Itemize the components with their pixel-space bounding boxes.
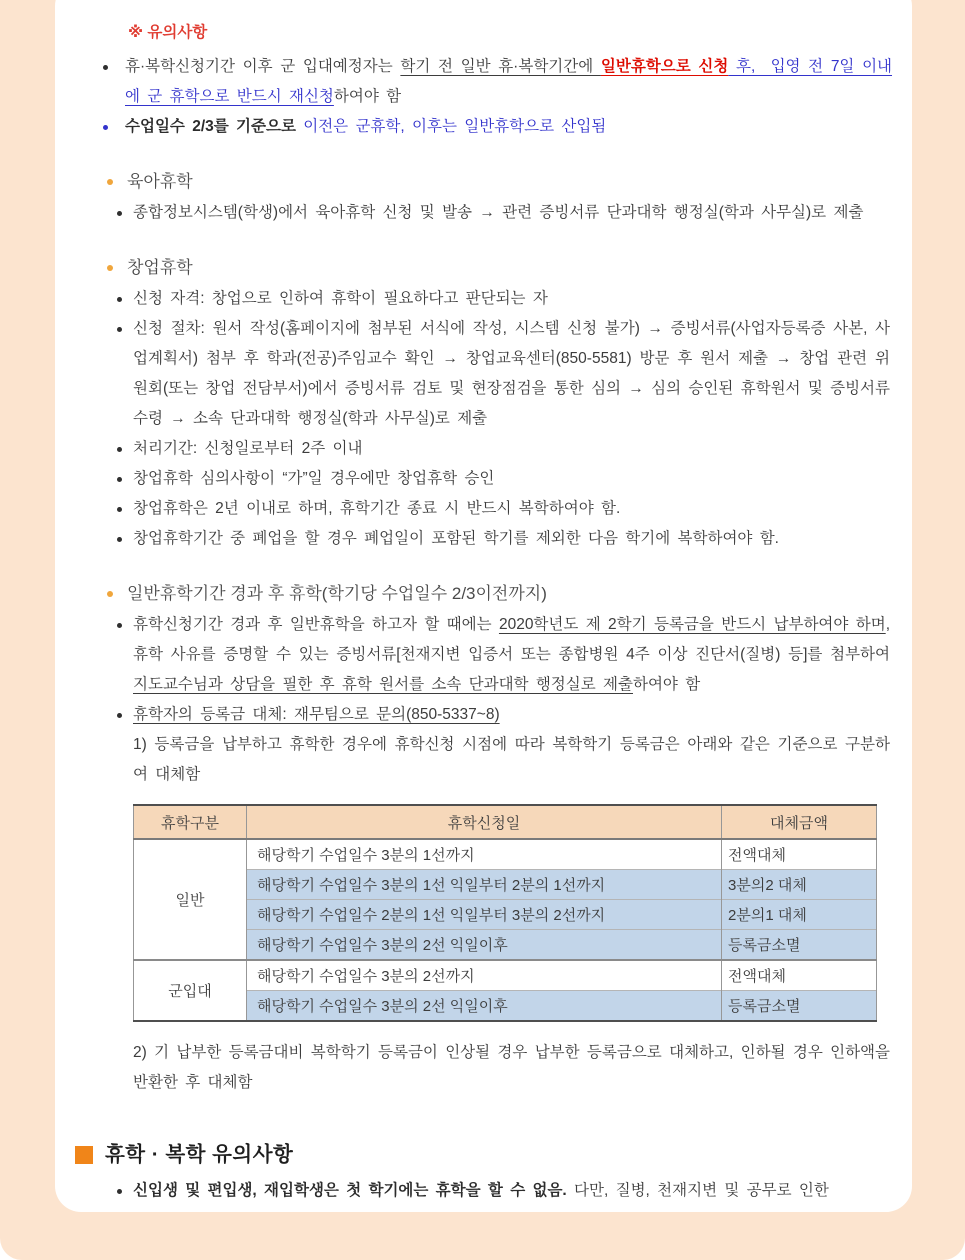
section-title [105, 578, 900, 610]
bullet-dot-icon [117, 537, 122, 542]
section-item-list [55, 284, 900, 554]
bullet-item [55, 524, 900, 554]
section-item-list [55, 610, 900, 730]
text-segment: 일반휴학으로 신청 [600, 58, 729, 75]
text-segment: 휴·복학신청기간 이후 군 입대예정자는 [125, 58, 401, 75]
content-card [55, 0, 912, 1212]
note-after-table: 2) 기 납부한 등록금대비 복학학기 등록금이 인상될 경우 납부한 등록금으로 대체하고, 인하될 경우 인하액을 반환한 후 대체함 [133, 1044, 890, 1091]
text-segment: 하여야 함 [632, 676, 701, 693]
table-header-cell: 휴학신청일 [247, 805, 722, 839]
application-date-cell: 해당학기 수업일수 3분의 2선 익일이후 [247, 991, 722, 1022]
footer-list [55, 1176, 900, 1206]
text-segment: 창업휴학기간 중 폐업을 할 경우 폐업일이 포함된 학기를 제외한 다음 학기에 복학하여야 함. [133, 530, 779, 547]
bullet-item [55, 494, 900, 524]
bullet-item [55, 112, 900, 142]
text-segment: 휴학신청기간 경과 후 일반휴학을 하고자 할 때에는 [133, 616, 499, 633]
notice-title: ※ 유의사항 [128, 24, 208, 41]
text-segment: 지도교수님과 상담을 필한 후 휴학 원서를 소속 단과대학 행정실로 제출 [133, 676, 633, 693]
bullet-dot-icon [103, 65, 108, 70]
table-row [134, 839, 877, 870]
text-segment: 2020학년도 제 2학기 등록금을 반드시 납부하여야 하며 [498, 616, 886, 633]
bullet-item [55, 434, 900, 464]
orange-bullet-icon [107, 265, 113, 271]
application-date-cell: 해당학기 수업일수 3분의 2선까지 [247, 960, 722, 991]
text-segment: 하여야 함 [333, 88, 402, 105]
bullet-item [55, 52, 900, 112]
bullet-item [55, 1176, 900, 1206]
application-date-cell: 해당학기 수업일수 3분의 2선 익일이후 [247, 930, 722, 961]
bullet-dot-icon [117, 211, 122, 216]
substitute-amount-cell: 3분의2 대체 [722, 870, 877, 900]
application-date-cell: 해당학기 수업일수 2분의 1선 익일부터 3분의 2선까지 [247, 900, 722, 930]
application-date-cell: 해당학기 수업일수 3분의 1선 익일부터 2분의 1선까지 [247, 870, 722, 900]
notice-list [55, 52, 900, 142]
footer-section-title: 휴학 · 복학 유의사항 [105, 1143, 294, 1166]
table-header-row [134, 805, 877, 839]
section-title [105, 166, 900, 198]
bullet-item [55, 284, 900, 314]
bullet-dot-icon [117, 327, 122, 332]
substitute-amount-cell: 등록금소멸 [722, 991, 877, 1022]
text-segment: 수업일수 2/3를 기준으로 [125, 118, 304, 135]
section-title [105, 252, 900, 284]
bullet-dot-icon [117, 297, 122, 302]
bullet-dot-icon [117, 447, 122, 452]
text-segment: 신입생 및 편입생, 재입학생은 첫 학기에는 휴학을 할 수 없음. [133, 1182, 567, 1199]
section-item-list [55, 198, 900, 228]
table-row [134, 960, 877, 991]
bullet-item [55, 464, 900, 494]
section-childcare-leave [55, 166, 900, 228]
text-segment: 종합정보시스템(학생)에서 육아휴학 신청 및 발송 → 관련 증빙서류 단과대학 행정실(학과 사무실)로 제출 [133, 204, 864, 221]
table-header-cell: 휴학구분 [134, 805, 247, 839]
leave-type-cell: 군입대 [134, 960, 247, 1021]
leave-type-cell: 일반 [134, 839, 247, 960]
text-segment: , 휴학 사유를 증명할 수 있는 증빙서류[천재지변 입증서 또는 종합병원 4주 이상 진단서(질병) 등]를 첨부하여 [133, 616, 898, 663]
bullet-dot-icon [117, 623, 122, 628]
section-startup-leave [55, 252, 900, 554]
orange-bullet-icon [107, 179, 113, 185]
text-segment: 창업휴학은 2년 이내로 하며, 휴학기간 종료 시 반드시 복학하여야 함. [133, 500, 621, 517]
application-date-cell: 해당학기 수업일수 3분의 1선까지 [247, 839, 722, 870]
bullet-item [55, 198, 900, 228]
text-segment: 창업휴학 심의사항이 “가”일 경우에만 창업휴학 승인 [133, 470, 495, 487]
substitute-amount-cell: 전액대체 [722, 839, 877, 870]
text-segment: 후, 입영 전 7일 이내에 군 휴학으로 반드시 재신청 [125, 58, 893, 105]
orange-bullet-icon [107, 591, 113, 597]
bullet-dot-icon [117, 1189, 122, 1194]
footer-section-heading [75, 1138, 900, 1172]
substitute-amount-cell: 등록금소멸 [722, 930, 877, 961]
text-segment: 다만, 질병, 천재지변 및 공무로 인한 [566, 1182, 829, 1199]
text-segment: 신청 절차: 원서 작성(홈페이지에 첨부된 서식에 작성, 시스템 신청 불가) → 증빙서류(사업자등록증 사본, 사업계획서) 첨부 후 학과(전공)주임교수 확인 → 창업교육센터(850-5581) 방문 후 원서 제출 → 창업 관련 위원회(또는 창업 전담부서)에서 증빙서류 검토 및 현장점검을 통한 심의 → 심의 승인된 휴학원서 및 증빙서류 수령 → 소속 단과대학 행정실(학과 사무실)로 제출 [133, 320, 898, 427]
sections-root [55, 166, 900, 1098]
section-title-text: 육아휴학 [127, 172, 193, 191]
table-header-cell: 대체금액 [722, 805, 877, 839]
bullet-item [55, 610, 900, 700]
refund-substitution-table [133, 804, 877, 1022]
text-segment: 신청 자격: 창업으로 인하여 휴학이 필요하다고 판단되는 자 [133, 290, 548, 307]
text-segment: 처리기간: 신청일로부터 2주 이내 [133, 440, 363, 457]
section-title-text: 창업휴학 [127, 258, 193, 277]
text-segment: 휴학자의 등록금 대체: 재무팀으로 문의(850-5337~8) [133, 706, 500, 723]
note-before-table: 1) 등록금을 납부하고 휴학한 경우에 휴학신청 시점에 따라 복학학기 등록금은 아래와 같은 기준으로 구분하여 대체함 [133, 736, 890, 783]
bullet-dot-icon [117, 713, 122, 718]
orange-square-icon [75, 1146, 93, 1164]
text-segment: 이전은 군휴학, 이후는 일반휴학으로 산입됨 [303, 118, 607, 135]
text-segment: 학기 전 일반 휴·복학기간에 [400, 58, 601, 75]
bullet-dot-icon [103, 125, 108, 130]
bullet-dot-icon [117, 507, 122, 512]
bullet-item [55, 700, 900, 730]
footer-section [55, 1138, 900, 1206]
bullet-item [55, 314, 900, 434]
substitute-amount-cell: 전액대체 [722, 960, 877, 991]
section-title-text: 일반휴학기간 경과 후 휴학(학기당 수업일수 2/3이전까지) [127, 584, 547, 603]
substitute-amount-cell: 2분의1 대체 [722, 900, 877, 930]
bullet-dot-icon [117, 477, 122, 482]
section-general-leave-after-period [55, 578, 900, 1098]
